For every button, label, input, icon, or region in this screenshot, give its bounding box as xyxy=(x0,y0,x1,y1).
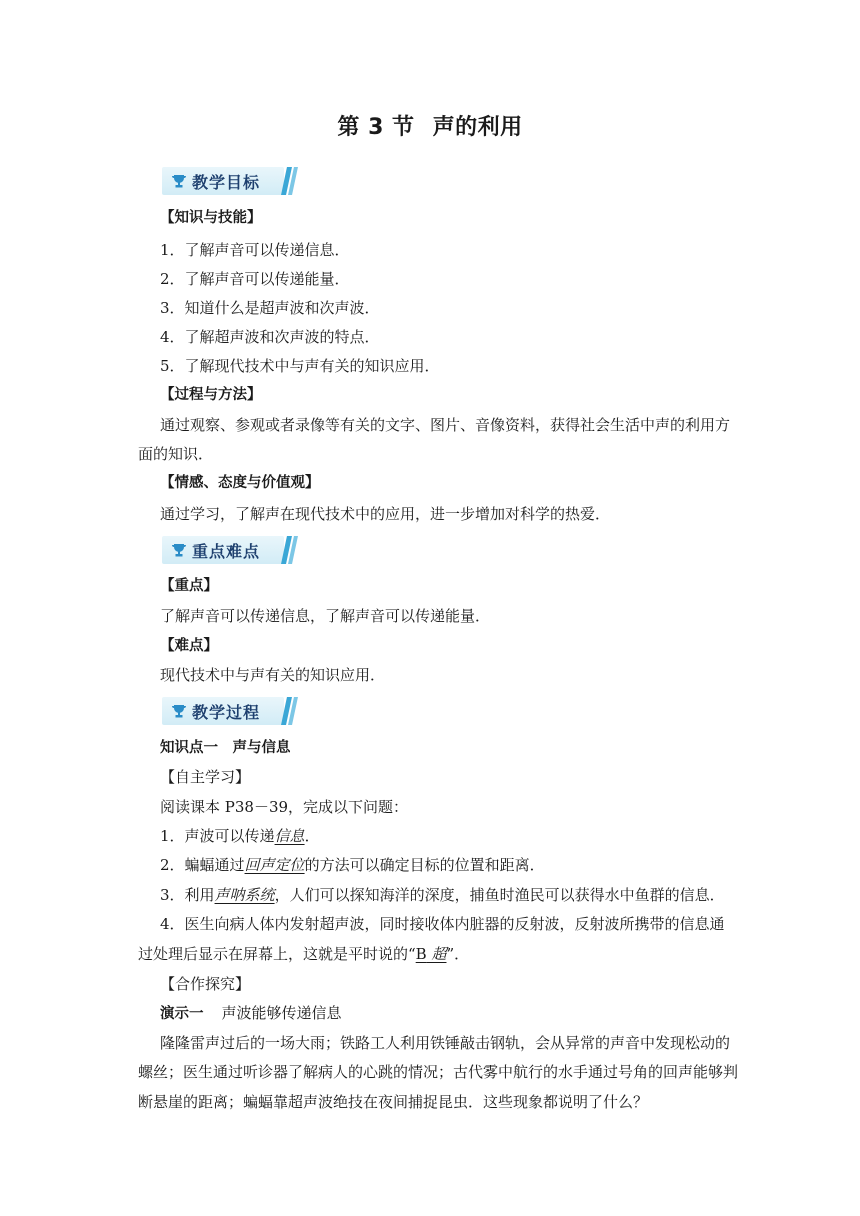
section-title: 声的利用 xyxy=(432,115,523,140)
key-heading: 【重点】 xyxy=(160,578,218,594)
key-text: 了解声音可以传递信息，了解声音可以传递能量． xyxy=(160,607,491,625)
question-4-line2: 过处理后显示在屏幕上，这就是平时说的“B 超”． xyxy=(138,945,470,963)
list-item: 5．了解现代技术中与声有关的知识应用． xyxy=(160,357,440,375)
knowledge-point-heading: 知识点一 声与信息 xyxy=(160,740,291,756)
banner-label: 重点难点 xyxy=(192,542,261,561)
question-3: 3．利用声呐系统，人们可以探知海洋的深度，捕鱼时渔民可以获得水中鱼群的信息． xyxy=(160,886,725,904)
demo-title: 声波能够传递信息 xyxy=(221,1004,342,1022)
self-study-heading: 【自主学习】 xyxy=(160,768,251,786)
demo-label: 演示一 xyxy=(160,1006,204,1022)
list-item: 3．知道什么是超声波和次声波． xyxy=(160,299,380,317)
answer-blank: 回声定位 xyxy=(244,856,305,874)
process-method-heading: 【过程与方法】 xyxy=(160,387,262,403)
method-text-line2: 面的知识． xyxy=(138,445,214,463)
list-item: 4．了解超声波和次声波的特点． xyxy=(160,328,380,346)
banner-label: 教学过程 xyxy=(192,703,261,722)
list-item: 2．了解声音可以传递能量． xyxy=(160,270,350,288)
trophy-icon xyxy=(171,703,187,719)
answer-blank: 信息 xyxy=(274,827,305,845)
difficult-text: 现代技术中与声有关的知识应用． xyxy=(160,666,386,684)
demo-paragraph-line3: 断悬崖的距离；蝙蝠靠超声波绝技在夜间捕捉昆虫．这些现象都说明了什么？ xyxy=(138,1093,649,1111)
question-2: 2．蝙蝠通过回声定位的方法可以确定目标的位置和距离． xyxy=(160,856,545,874)
difficult-heading: 【难点】 xyxy=(160,638,218,654)
section-number: 第 3 节 xyxy=(337,115,415,140)
answer-blank: 声呐系统 xyxy=(214,886,275,904)
banner-label: 教学目标 xyxy=(192,173,261,192)
attitude-heading: 【情感、态度与价值观】 xyxy=(160,475,320,491)
trophy-icon xyxy=(171,542,187,558)
knowledge-skills-heading: 【知识与技能】 xyxy=(160,210,262,226)
cooperation-heading: 【合作探究】 xyxy=(160,975,251,993)
answer-blank: B 超 xyxy=(415,945,447,963)
method-text-line1: 通过观察、参观或者录像等有关的文字、图片、音像资料，获得社会生活中声的利用方 xyxy=(160,416,731,434)
attitude-text: 通过学习，了解声在现代技术中的应用，进一步增加对科学的热爱． xyxy=(160,505,611,523)
teaching-process-banner xyxy=(162,697,296,725)
demo-paragraph-line1: 隆隆雷声过后的一场大雨；铁路工人利用铁锤敲击钢轨，会从异常的声音中发现松动的 xyxy=(160,1034,731,1052)
demo-paragraph-line2: 螺丝；医生通过听诊器了解病人的心跳的情况；古代雾中航行的水手通过号角的回声能够判 xyxy=(138,1063,739,1081)
question-1: 1．声波可以传递信息． xyxy=(160,827,320,845)
question-4-line1: 4．医生向病人体内发射超声波，同时接收体内脏器的反射波，反射波所携带的信息通 xyxy=(160,915,725,933)
demo-heading xyxy=(160,1003,342,1024)
trophy-icon xyxy=(171,173,187,189)
key-points-banner xyxy=(162,536,296,564)
teaching-goals-banner xyxy=(162,167,296,195)
reading-instruction: 阅读课本 P38－39，完成以下问题： xyxy=(160,798,409,816)
page-title xyxy=(0,110,860,141)
list-item: 1．了解声音可以传递信息． xyxy=(160,241,350,259)
